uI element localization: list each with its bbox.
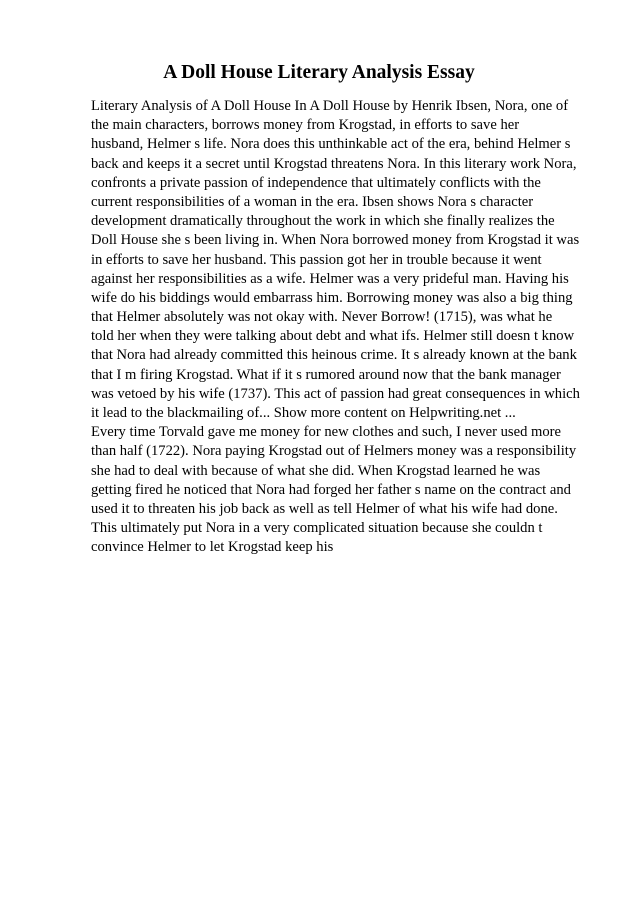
essay-line: that I m firing Krogstad. What if it s rumored around now that the bank manager <box>91 366 561 383</box>
essay-line: than half (1722). Nora paying Krogstad out of Helmers money was a responsibility <box>91 443 577 460</box>
essay-line: that Nora had already committed this heinous crime. It s already known at the bank <box>91 347 577 364</box>
essay-line: Doll House she s been living in. When Nora borrowed money from Krogstad it was <box>91 232 580 249</box>
essay-line: back and keeps it a secret until Krogstad threatens Nora. In this literary work Nora, <box>91 155 577 172</box>
essay-line: she had to deal with because of what she did. When Krogstad learned he was <box>91 462 541 479</box>
essay-line: wife do his biddings would embarrass him. Borrowing money was also a big thing <box>91 289 573 306</box>
essay-line: against her responsibilities as a wife. Helmer was a very prideful man. Having his <box>91 270 569 287</box>
essay-line: that Helmer absolutely was not okay with. Never Borrow! (1715), was what he <box>91 309 553 326</box>
essay-line: used it to threaten his job back as well as tell Helmer of what his wife had done. <box>91 500 558 517</box>
essay-line: convince Helmer to let Krogstad keep his <box>91 539 334 556</box>
essay-line: Every time Torvald gave me money for new clothes and such, I never used more <box>91 424 562 441</box>
essay-line: development dramatically throughout the work in which she finally realizes the <box>91 213 555 230</box>
essay-line: husband, Helmer s life. Nora does this unthinkable act of the era, behind Helmer s <box>91 136 571 153</box>
essay-body <box>91 97 611 558</box>
essay-line: This ultimately put Nora in a very complicated situation because she couldn t <box>91 520 543 537</box>
essay-line: current responsibilities of a woman in the era. Ibsen shows Nora s character <box>91 193 534 210</box>
essay-line: Literary Analysis of A Doll House In A Doll House by Henrik Ibsen, Nora, one of <box>91 98 569 114</box>
essay-line: getting fired he noticed that Nora had forged her father s name on the contract and <box>91 481 571 498</box>
essay-line: in efforts to save her husband. This passion got her in trouble because it went <box>91 251 542 268</box>
document-title: A Doll House Literary Analysis Essay <box>163 62 475 83</box>
essay-line: was vetoed by his wife (1737). This act of passion had great consequences in which <box>91 385 580 402</box>
essay-line: told her when they were talking about debt and what ifs. Helmer still doesn t know <box>91 328 575 345</box>
essay-line: the main characters, borrows money from Krogstad, in efforts to save her <box>91 117 520 134</box>
essay-line: it lead to the blackmailing of... Show more content on Helpwriting.net ... <box>91 405 516 421</box>
essay-line: confronts a private passion of independence that ultimately conflicts with the <box>91 174 541 191</box>
